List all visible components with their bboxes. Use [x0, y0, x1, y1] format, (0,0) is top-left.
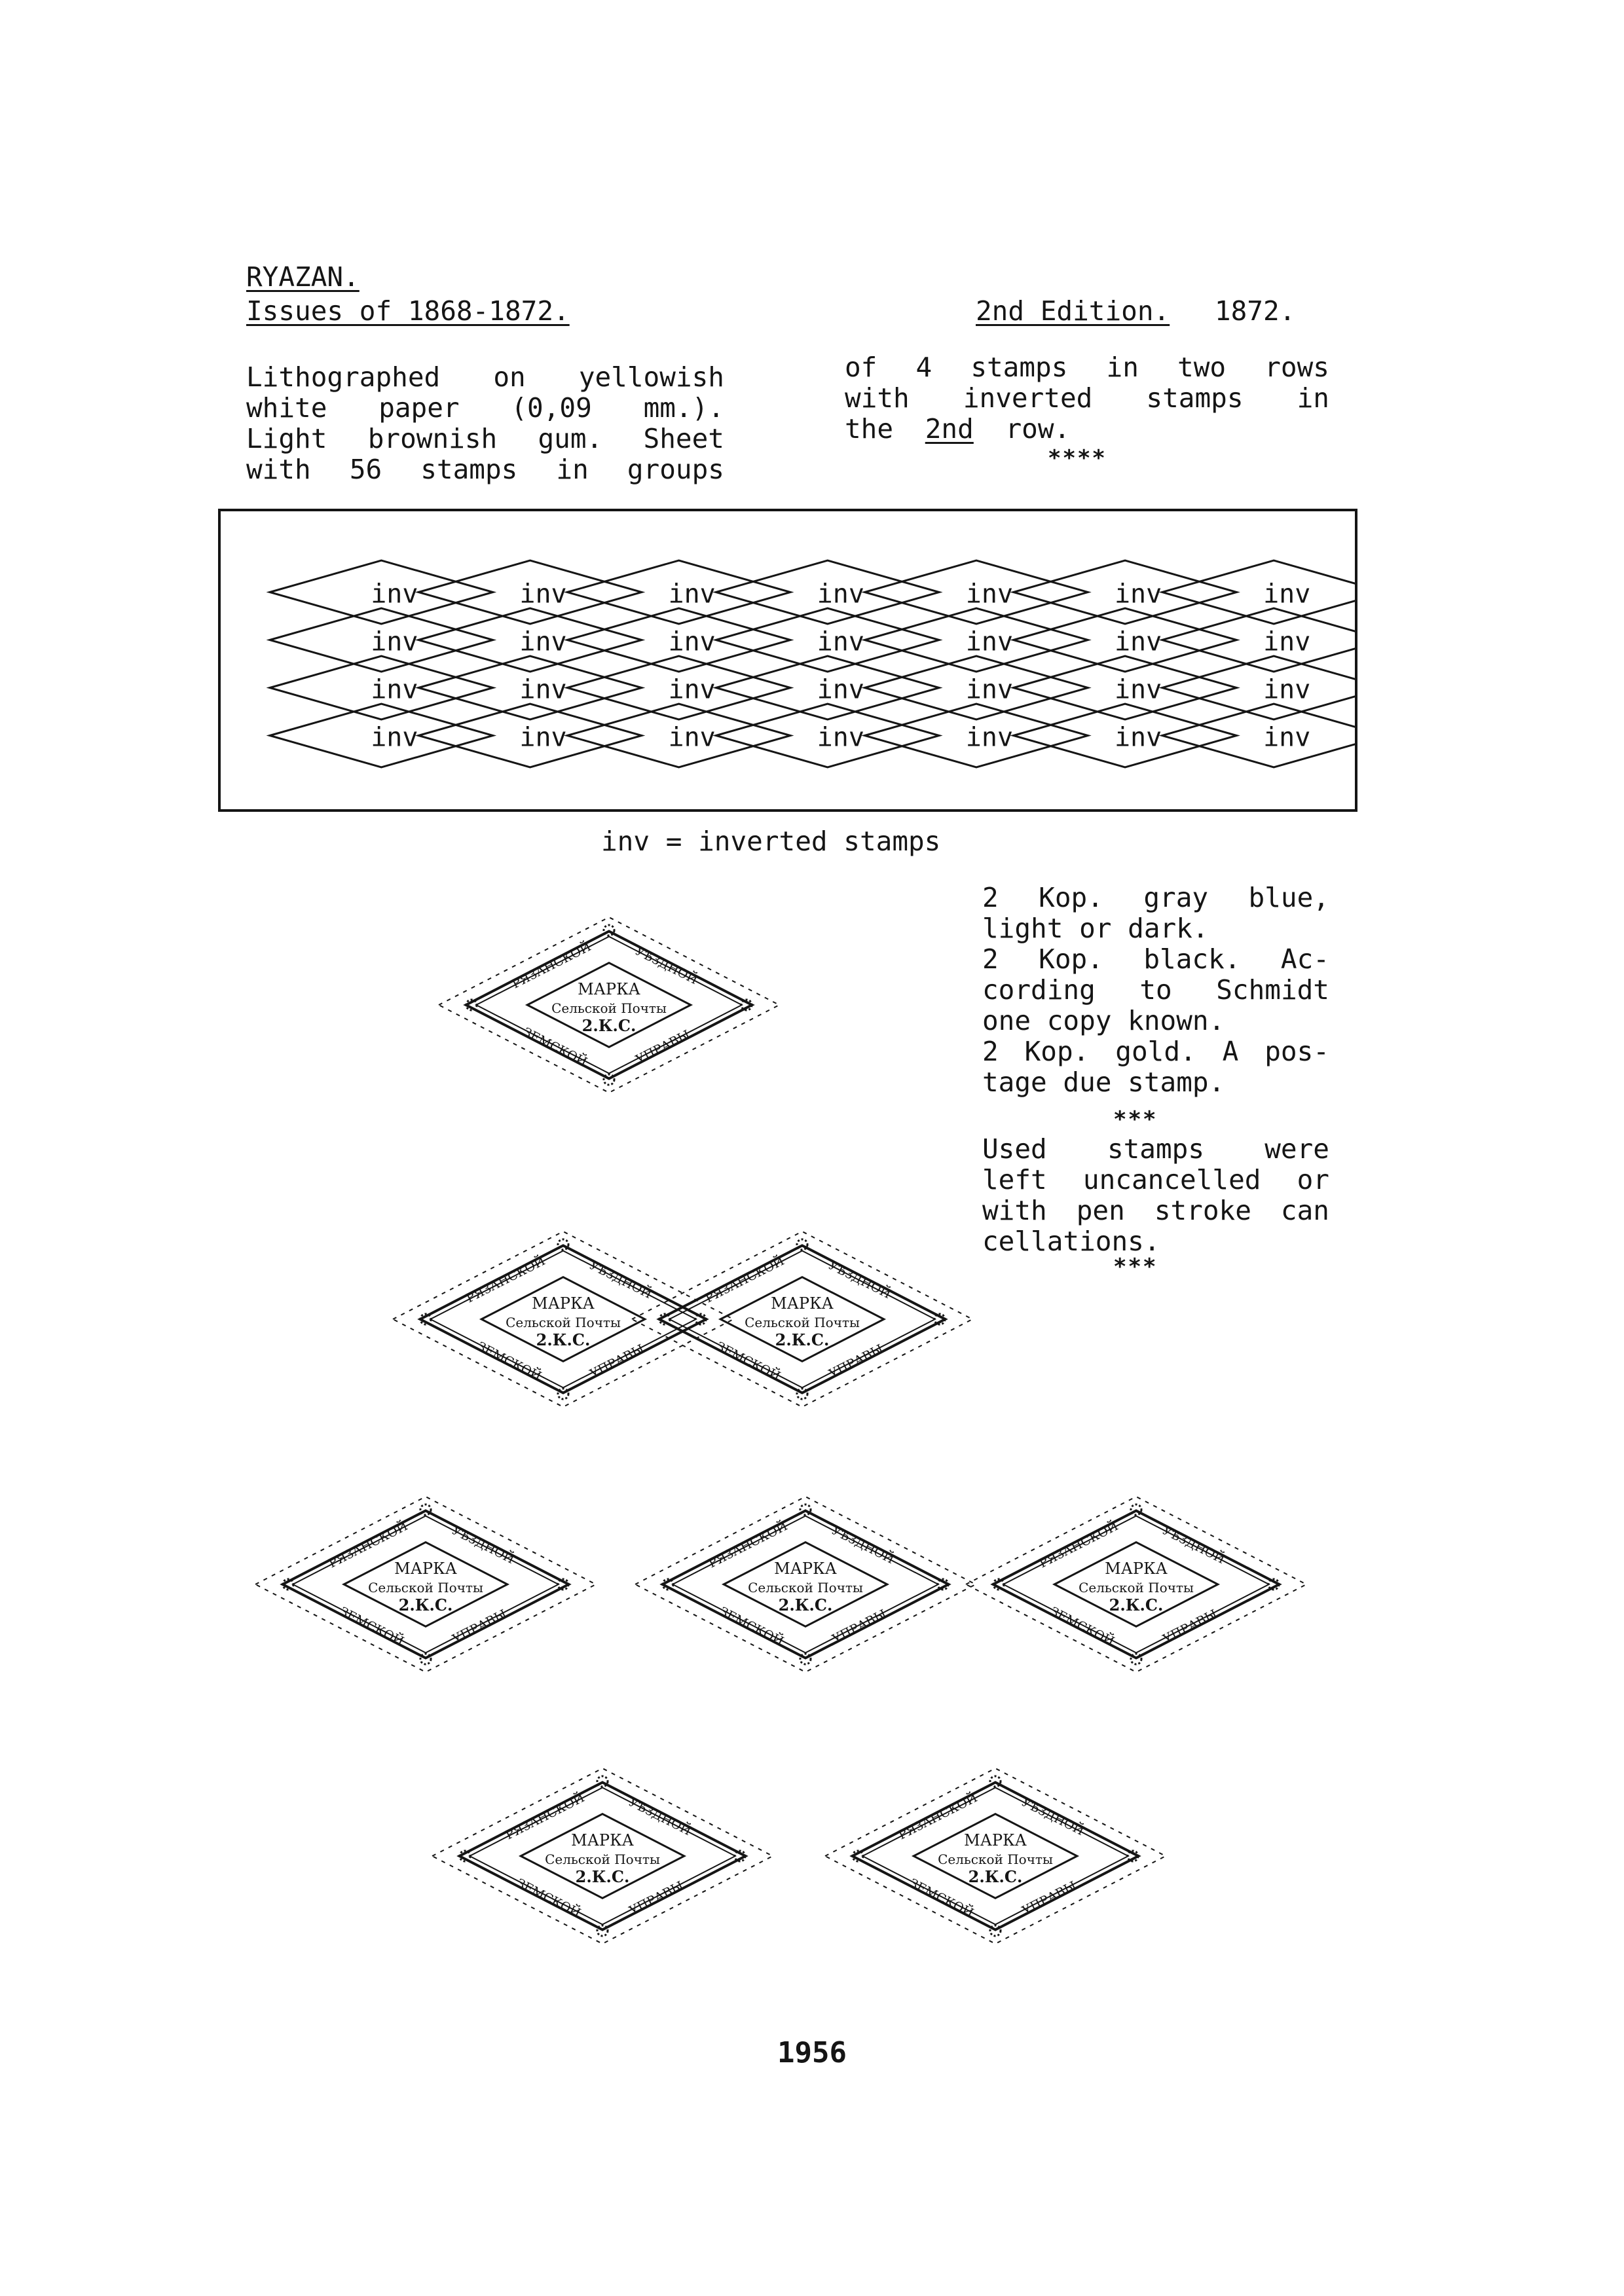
stamp-image — [625, 1228, 979, 1413]
text-word: cording — [982, 974, 1096, 1006]
stamp-text-top-right: УѢЗДНОЙ — [633, 943, 701, 988]
text-word: were — [1264, 1133, 1329, 1165]
stamp-text-line1: МАРКА — [1105, 1559, 1168, 1578]
text-word: with — [845, 382, 910, 414]
sheet-cell-label: inv — [371, 627, 418, 657]
sheet-cell-label: inv — [965, 674, 1014, 705]
stamp-text-line2: Сельской Почты — [551, 1000, 667, 1016]
description-right — [845, 352, 1329, 414]
stamp-text-bottom-right: УПРАВЫ — [830, 1607, 889, 1647]
sheet-cell-label: inv — [1114, 674, 1162, 705]
stamp-text-line2: Сельской Почты — [748, 1580, 863, 1595]
stamp-text-bottom-right: УПРАВЫ — [587, 1341, 647, 1381]
edition-heading — [976, 296, 1295, 327]
sheet-cell-label: inv — [965, 627, 1014, 657]
separator-stars: **** — [1048, 445, 1107, 471]
text-word: Light — [246, 423, 327, 454]
sheet-cell-label: inv — [371, 674, 418, 705]
sheet-cell-label: inv — [1263, 674, 1311, 705]
stamp-text-line3: 2.К.С. — [581, 1016, 637, 1035]
sheet-stamp-cell — [1162, 608, 1355, 672]
text-word: A — [1222, 1036, 1239, 1067]
stamp-text-line2: Сельской Почты — [368, 1580, 483, 1595]
text-line — [982, 1226, 1329, 1257]
text-word: groups — [627, 454, 724, 485]
stamp-text-top-left: РЯЗАНСКОЙ — [1037, 1518, 1121, 1571]
text-word: in — [556, 454, 589, 485]
text-line — [246, 424, 724, 454]
text-word: white — [246, 392, 327, 424]
text-word: pen — [1076, 1195, 1125, 1226]
sheet-diagram-box — [218, 509, 1357, 812]
sheet-cell-label: inv — [1114, 627, 1162, 657]
sheet-cell-label: inv — [519, 627, 567, 657]
sheet-cell-label: inv — [519, 579, 567, 610]
stamp-text-top-left: РЯЗАНСКОЙ — [703, 1253, 787, 1306]
stamp-text-top-right: УѢЗДНОЙ — [587, 1258, 655, 1302]
text-word: tage due stamp. — [982, 1066, 1225, 1098]
text-word: stroke — [1154, 1195, 1251, 1226]
description-word-underlined: 2nd — [925, 413, 974, 445]
sheet-cell-label: inv — [1263, 627, 1311, 657]
text-word: one copy known. — [982, 1005, 1225, 1036]
stamp-text-top-right: УѢЗДНОЙ — [626, 1795, 694, 1839]
text-line — [982, 1195, 1329, 1226]
stamp-text-line1: МАРКА — [964, 1831, 1027, 1850]
stamp-text-line2: Сельской Почты — [938, 1851, 1053, 1867]
stamp-image — [432, 913, 786, 1099]
text-line — [246, 454, 724, 485]
stamp-text-line3: 2.К.С. — [536, 1330, 591, 1349]
stamp-text-line2: Сельской Почты — [506, 1315, 621, 1330]
stamp-text-bottom-right: УПРАВЫ — [826, 1341, 886, 1381]
issues-heading — [246, 296, 570, 327]
sheet-cell-label: inv — [817, 579, 864, 610]
text-word: 2 — [982, 943, 999, 975]
text-word: left — [982, 1164, 1047, 1195]
sheet-cell-label: inv — [1263, 579, 1311, 610]
stamp-text-top-right: УѢЗДНОЙ — [1160, 1523, 1228, 1567]
stamp-text-line1: МАРКА — [394, 1559, 457, 1578]
stamp-text-bottom-right: УПРАВЫ — [633, 1027, 693, 1067]
stamp-text-line3: 2.К.С. — [968, 1867, 1023, 1886]
diagram-legend: inv = inverted stamps — [601, 826, 941, 857]
description-left — [246, 362, 724, 485]
stamp-text-line1: МАРКА — [771, 1294, 834, 1313]
text-word: gum. — [538, 423, 603, 454]
stamp-text-top-left: РЯЗАНСКОЙ — [464, 1253, 548, 1306]
text-word: or — [1297, 1164, 1329, 1195]
text-line — [982, 944, 1329, 975]
sheet-cell-label: inv — [668, 627, 716, 657]
text-word: Schmidt — [1216, 974, 1329, 1006]
stamp-text-top-left: РЯЗАНСКОЙ — [326, 1518, 411, 1571]
stamp-text-bottom-left: ЗЕМСКОЙ — [475, 1339, 544, 1384]
text-word: 4 — [915, 352, 932, 383]
text-line — [982, 1006, 1329, 1036]
stamp-image — [249, 1493, 602, 1679]
stamp-text-bottom-left: ЗЕМСКОЙ — [717, 1604, 786, 1649]
text-word: can — [1280, 1195, 1329, 1226]
stamp-text-bottom-left: ЗЕМСКОЙ — [1048, 1604, 1117, 1649]
stamp-text-top-right: УѢЗДНОЙ — [829, 1523, 897, 1567]
sheet-diagram — [221, 511, 1355, 809]
sheet-cell-label: inv — [519, 674, 567, 705]
usage-text — [982, 1134, 1329, 1257]
place-heading: RYAZAN. — [246, 261, 360, 293]
sheet-cell-label: inv — [1114, 722, 1162, 753]
text-word: mm.). — [643, 392, 724, 424]
sheet-cell-label: inv — [371, 722, 418, 753]
description-word: the — [845, 413, 894, 445]
text-word: (0,09 — [511, 392, 592, 424]
stamp-image — [426, 1764, 779, 1950]
stamp-text-line1: МАРКА — [571, 1831, 634, 1850]
sheet-cell-label: inv — [817, 627, 864, 657]
text-line — [845, 352, 1329, 383]
text-word: inverted — [963, 382, 1093, 414]
text-word: Ac- — [1280, 943, 1329, 975]
separator-stars: *** — [1113, 1254, 1158, 1280]
stamp-text-top-right: УѢЗДНОЙ — [1019, 1795, 1087, 1839]
text-word: cellations. — [982, 1226, 1160, 1257]
text-word: Kop. — [1039, 943, 1103, 975]
text-word: 56 — [349, 454, 382, 485]
text-word: Kop. — [1024, 1036, 1090, 1067]
text-word: in — [1297, 382, 1329, 414]
stamp-text-bottom-right: УПРАВЫ — [1160, 1607, 1220, 1647]
text-line — [982, 883, 1329, 913]
stamp-text-line2: Сельской Почты — [545, 1851, 660, 1867]
sheet-stamp-cell — [1162, 704, 1355, 767]
text-word: Sheet — [643, 423, 724, 454]
text-word: to — [1139, 974, 1172, 1006]
description-word: row. — [1005, 413, 1071, 445]
sheet-cell-label: inv — [817, 722, 864, 753]
stamp-text-bottom-left: ЗЕМСКОЙ — [714, 1339, 783, 1384]
text-line — [982, 913, 1329, 944]
text-word: 2 — [982, 882, 999, 913]
text-word: gold. — [1115, 1036, 1196, 1067]
stamp-text-line3: 2.К.С. — [575, 1867, 630, 1886]
sheet-cell-label: inv — [965, 722, 1014, 753]
sheet-stamp-cell — [1162, 656, 1355, 720]
sheet-cell-label: inv — [371, 579, 418, 610]
stamp-text-top-left: РЯЗАНСКОЙ — [896, 1790, 980, 1843]
sheet-cell-label: inv — [1263, 722, 1311, 753]
text-word: Used — [982, 1133, 1047, 1165]
stamp-text-top-left: РЯЗАНСКОЙ — [503, 1790, 587, 1843]
stamp-text-bottom-left: ЗЕМСКОЙ — [907, 1876, 976, 1921]
text-word: two — [1177, 352, 1227, 383]
stamp-text-line3: 2.К.С. — [1109, 1595, 1164, 1614]
stamp-text-line3: 2.К.С. — [398, 1595, 453, 1614]
sheet-cell-label: inv — [1114, 579, 1162, 610]
stamp-text-bottom-right: УПРАВЫ — [1020, 1878, 1079, 1918]
text-word: of — [845, 352, 877, 383]
stamp-image — [819, 1764, 1172, 1950]
stamp-text-top-right: УѢЗДНОЙ — [449, 1523, 517, 1567]
text-word: stamps — [970, 352, 1068, 383]
stamp-text-bottom-right: УПРАВЫ — [450, 1607, 509, 1647]
edition-year: 1872. — [1214, 295, 1296, 327]
text-word: in — [1106, 352, 1139, 383]
stamp-text-top-right: УѢЗДНОЙ — [826, 1258, 894, 1302]
varieties-text — [982, 883, 1329, 1098]
description-right-last-line — [845, 414, 1070, 445]
edition-label: 2nd Edition. — [976, 295, 1170, 327]
text-line — [982, 1134, 1329, 1165]
text-word: paper — [378, 392, 460, 424]
text-word: blue, — [1248, 882, 1329, 913]
text-word: pos- — [1264, 1036, 1329, 1067]
text-line — [982, 1067, 1329, 1098]
text-word: uncancelled — [1082, 1164, 1261, 1195]
text-word: on — [493, 361, 526, 393]
text-word: 2 — [982, 1036, 999, 1067]
stamp-text-line1: МАРКА — [578, 980, 640, 998]
text-line — [982, 1036, 1329, 1067]
stamp-text-line2: Сельской Почты — [1079, 1580, 1194, 1595]
text-word: with — [246, 454, 311, 485]
sheet-cell-label: inv — [817, 674, 864, 705]
text-word: stamps — [420, 454, 518, 485]
stamp-text-line1: МАРКА — [774, 1559, 837, 1578]
sheet-cell-label: inv — [519, 722, 567, 753]
stamp-text-line3: 2.К.С. — [778, 1595, 833, 1614]
issues-label: Issues of 1868-1872. — [246, 295, 570, 327]
stamp-text-top-left: РЯЗАНСКОЙ — [706, 1518, 790, 1571]
sheet-cell-label: inv — [668, 674, 716, 705]
text-word: gray — [1143, 882, 1209, 913]
text-line — [845, 383, 1329, 414]
text-word: light or dark. — [982, 913, 1209, 944]
page-number: 1956 — [777, 2036, 847, 2069]
stamp-image — [629, 1493, 982, 1679]
stamp-text-bottom-right: УПРАВЫ — [627, 1878, 686, 1918]
stamp-text-bottom-left: ЗЕМСКОЙ — [514, 1876, 583, 1921]
text-word: with — [982, 1195, 1047, 1226]
stamp-text-line2: Сельской Почты — [745, 1315, 860, 1330]
text-word: black. — [1143, 943, 1241, 975]
stamp-text-bottom-left: ЗЕМСКОЙ — [337, 1604, 407, 1649]
sheet-cell-label: inv — [965, 579, 1014, 610]
text-word: stamps — [1146, 382, 1244, 414]
text-word: stamps — [1107, 1133, 1205, 1165]
text-line — [982, 1165, 1329, 1195]
text-word: brownish — [367, 423, 498, 454]
stamp-text-bottom-left: ЗЕМСКОЙ — [521, 1025, 590, 1070]
text-word: rows — [1264, 352, 1329, 383]
stamp-image — [959, 1493, 1313, 1679]
text-word: Lithographed — [246, 361, 441, 393]
text-line — [246, 393, 724, 424]
text-line — [982, 975, 1329, 1006]
sheet-cell-label: inv — [668, 579, 716, 610]
sheet-cell-label: inv — [668, 722, 716, 753]
text-word: yellowish — [578, 361, 724, 393]
separator-stars: *** — [1113, 1106, 1158, 1133]
stamp-text-line1: МАРКА — [532, 1294, 595, 1313]
sheet-stamp-cell — [1162, 560, 1355, 624]
stamp-text-top-left: РЯЗАНСКОЙ — [509, 939, 594, 992]
text-line — [246, 362, 724, 393]
text-word: Kop. — [1039, 882, 1103, 913]
stamp-text-line3: 2.К.С. — [775, 1330, 830, 1349]
